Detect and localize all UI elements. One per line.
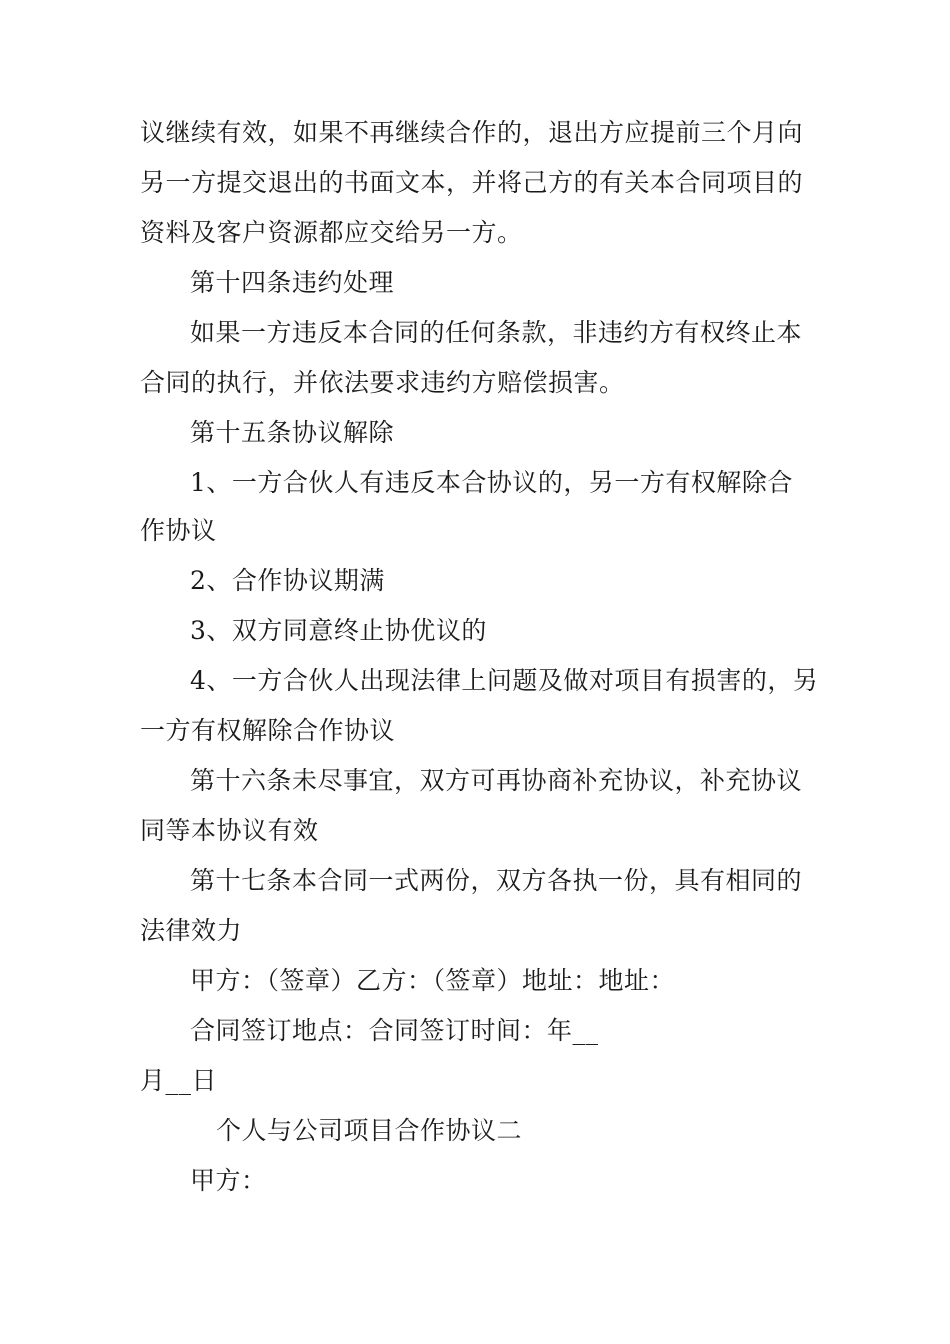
signature-line: 甲方：（签章）乙方：（签章）地址：地址： <box>190 966 676 995</box>
section-heading: 第十四条违约处理 <box>190 268 395 297</box>
party-a-label: 甲方： <box>190 1166 267 1195</box>
text-line: 如果一方违反本合同的任何条款，非违约方有权终止本 <box>190 318 803 347</box>
text-line: 第十七条本合同一式两份，双方各执一份，具有相同的 <box>190 866 803 895</box>
text-line: 第十六条未尽事宜，双方可再协商补充协议，补充协议 <box>190 766 803 795</box>
text-line: 同等本协议有效 <box>140 816 319 845</box>
list-item: 3、双方同意终止协优议的 <box>190 616 487 645</box>
list-item: 2、合作协议期满 <box>190 566 385 595</box>
list-item: 1、一方合伙人有违反本合协议的，另一方有权解除合 <box>190 468 793 497</box>
text-line: 一方有权解除合作协议 <box>140 716 396 745</box>
list-item: 4、一方合伙人出现法律上问题及做对项目有损害的，另 <box>190 666 819 695</box>
signing-date: 月__日 <box>140 1066 218 1095</box>
text-line: 作协议 <box>140 516 217 545</box>
document-title: 个人与公司项目合作协议二 <box>216 1116 523 1145</box>
text-line: 另一方提交退出的书面文本，并将己方的有关本合同项目的 <box>140 168 804 197</box>
signing-place-time: 合同签订地点：合同签订时间：年__ <box>190 1016 599 1045</box>
text-line: 议继续有效，如果不再继续合作的，退出方应提前三个月向 <box>140 118 804 147</box>
text-line: 法律效力 <box>140 916 243 945</box>
section-heading: 第十五条协议解除 <box>190 418 395 447</box>
text-line: 合同的执行，并依法要求违约方赔偿损害。 <box>140 368 625 397</box>
text-line: 资料及客户资源都应交给另一方。 <box>140 218 523 247</box>
